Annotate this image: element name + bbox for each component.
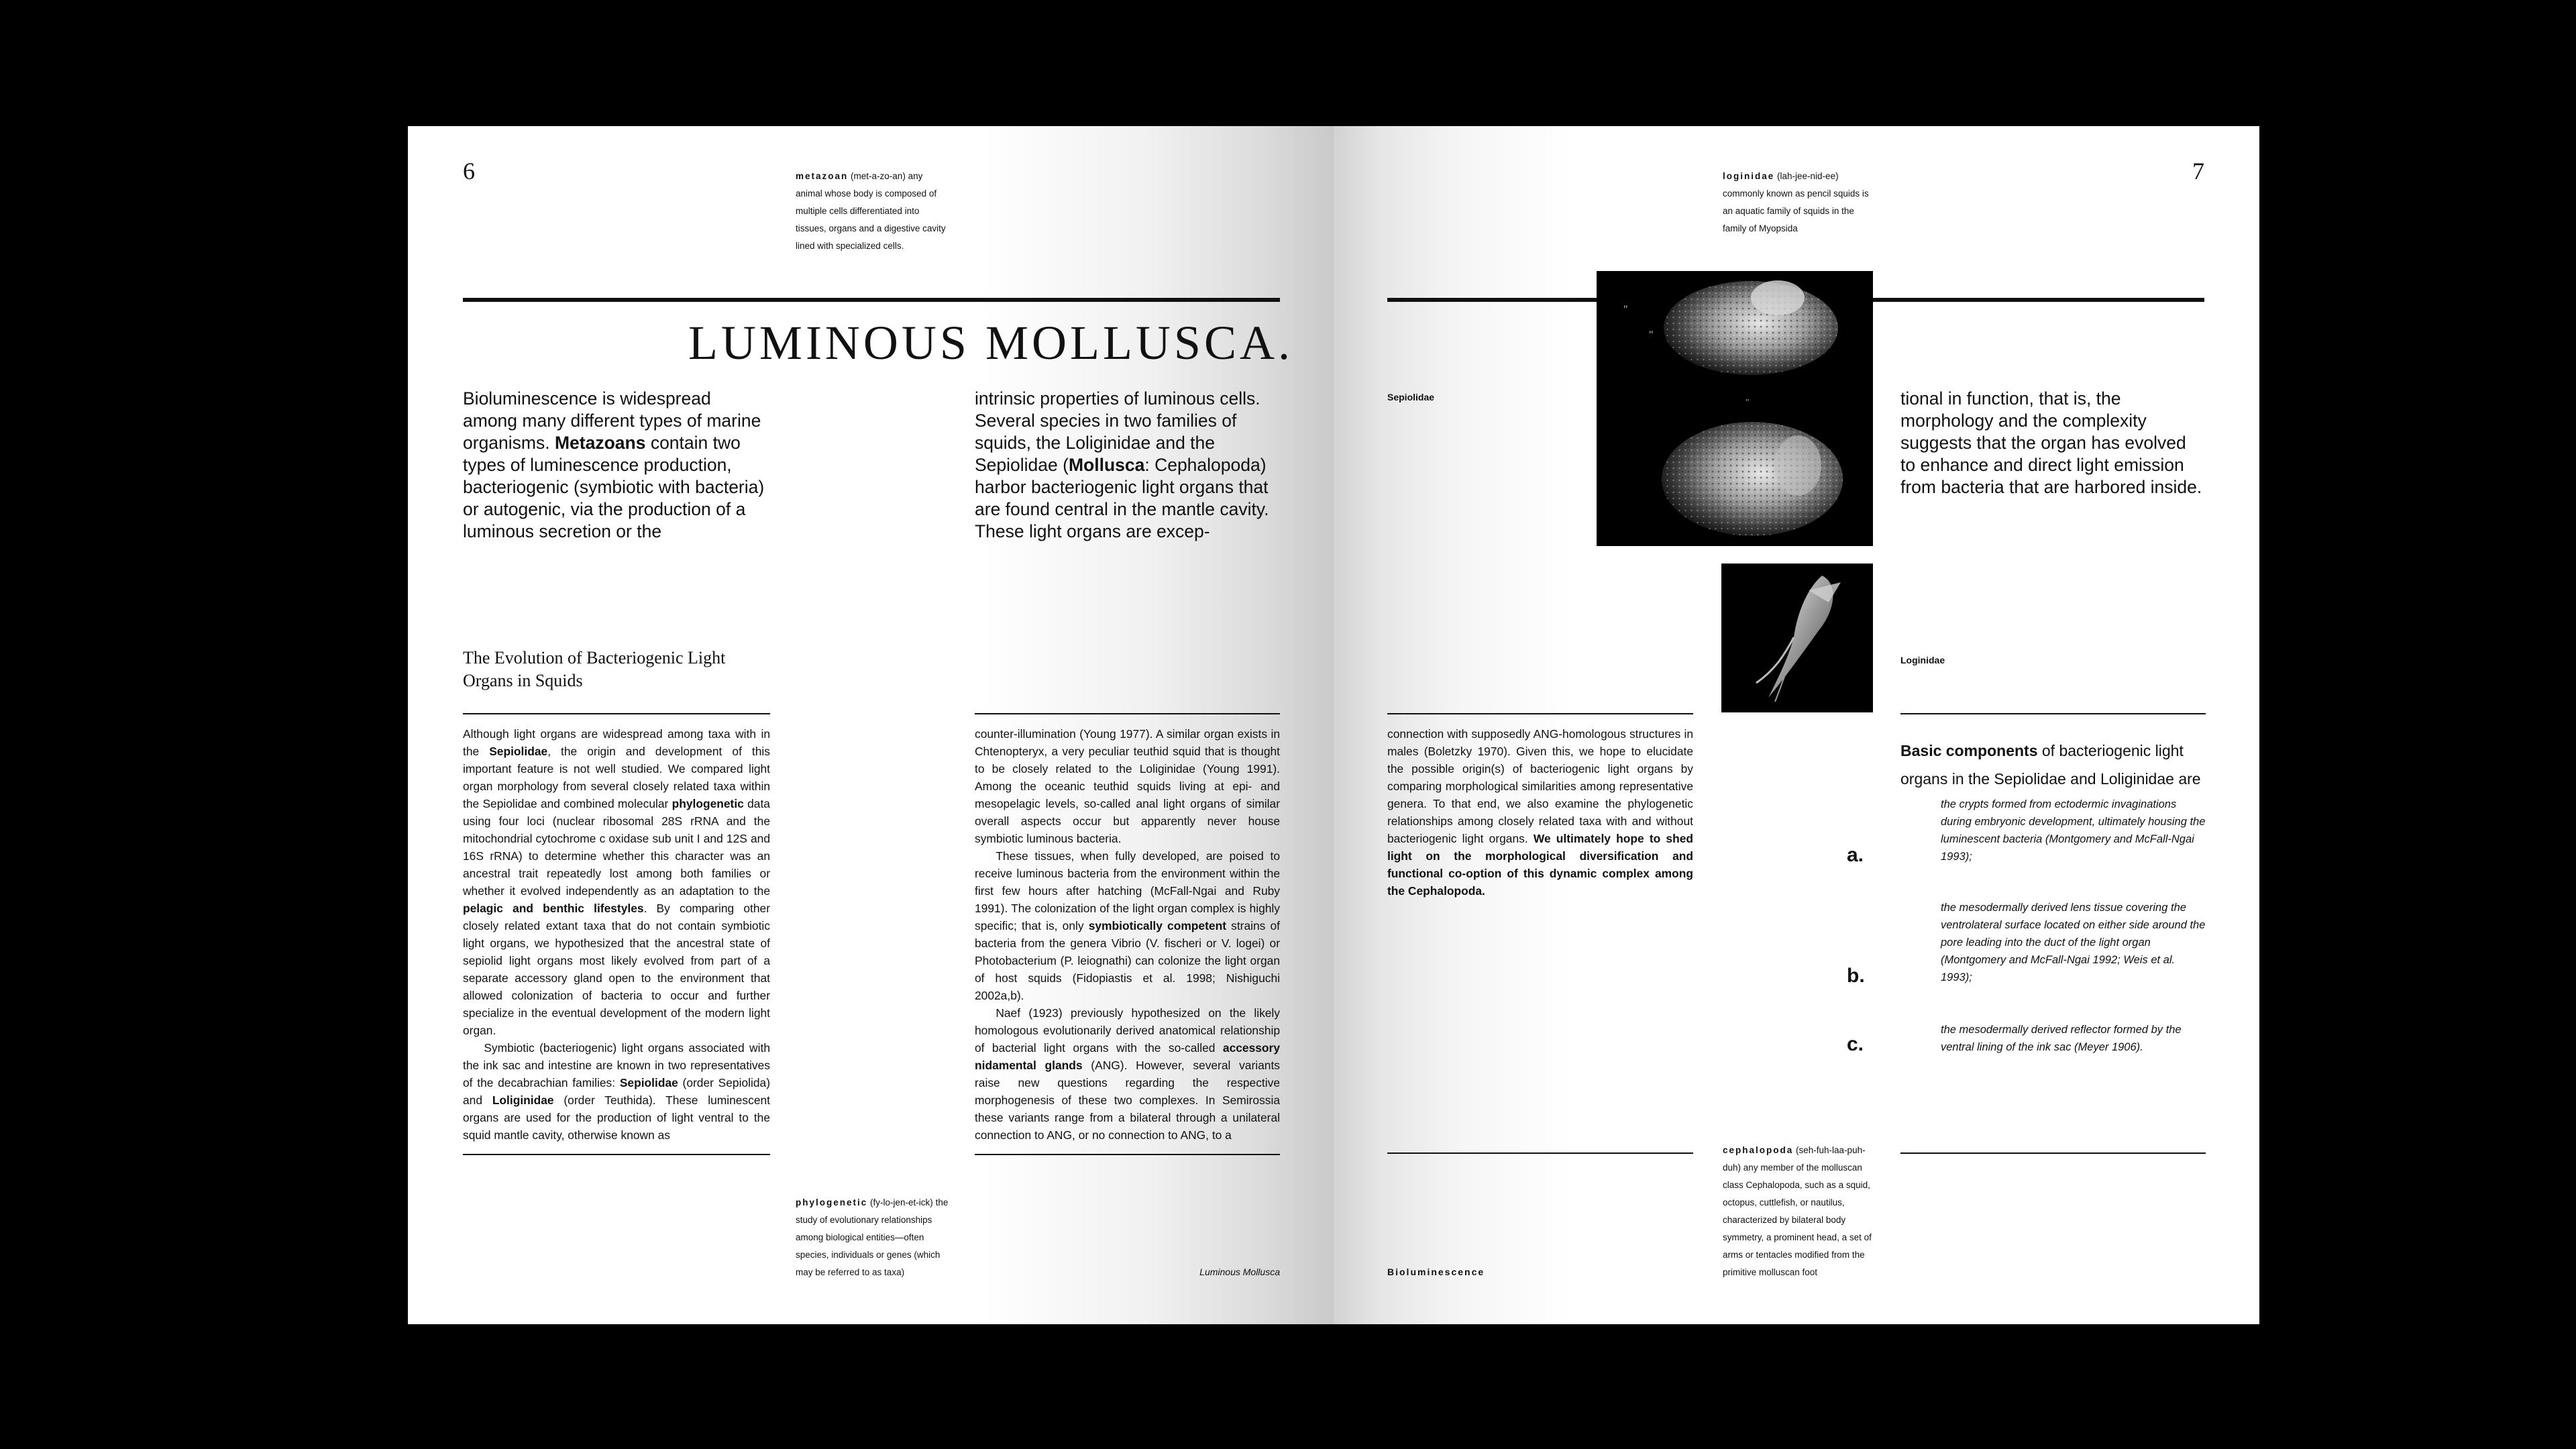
body-emphasis: Sepiolidae (619, 1076, 678, 1089)
intro-text: contain two types of luminescence production, bacteriogenic (symbiotic with bacteria) or autogenic, via the production of a luminous secretion or the (463, 433, 765, 541)
components-emphasis: Basic components (1900, 742, 2038, 759)
glossary-term: loginidae (1723, 171, 1775, 181)
pencil-squid-illustration (1721, 564, 1873, 712)
svg-text:": " (1623, 304, 1628, 315)
running-footer-left: Luminous Mollusca (1199, 1267, 1280, 1277)
body-emphasis: accessory nidamental glands (975, 1041, 1280, 1072)
column-top-rule (1387, 713, 1693, 714)
column-bottom-rule (1900, 1152, 2206, 1154)
intro-text: Bioluminescence is widespread among many different types of marine organisms. (463, 388, 761, 453)
right-page (1334, 126, 2259, 1324)
component-text-b: the mesodermally derived lens tissue covering the ventrolateral surface located on either side around the pore leading into the duct of the light organ (Montgomery and McFall-Ngai 1992; Weis et al. 1993); (1941, 902, 2206, 983)
body-emphasis: pelagic and benthic lifestyles (463, 902, 644, 915)
column-top-rule (463, 713, 770, 714)
body-emphasis: Loliginidae (492, 1093, 554, 1107)
title-rule (463, 298, 1280, 302)
svg-text:": " (1649, 329, 1654, 341)
glossary-definition: commonly known as pencil squids is an aquatic family of squids in the family of Myopsida (1723, 189, 1869, 233)
intro-text: intrinsic properties of luminous cells. Several species in two families of squids, the Loliginidae and the Sepiolidae ( (975, 388, 1260, 475)
body-text: connection with supposedly ANG-homologous structures in males (Boletzky 1970). Given this, we hope to elucidate the possible origin(s) of bacteriogenic light organs by comparing morphological similarities among representative genera. To that end, we also examine the phylogenetic relationships among closely related taxa with and without bacteriogenic light organs. (1387, 727, 1693, 845)
body-text: (ANG). However, several variants raise new questions regarding the respective morphogenesis of these two complexes. In Semirossia these variants range from a bilateral through a unilateral connection to ANG, or no connection to ANG, to a (975, 1059, 1280, 1142)
column-top-rule (1900, 713, 2206, 714)
running-footer-right: Bioluminescence (1387, 1267, 1485, 1277)
caption-sepiolidae: Sepiolidae (1387, 392, 1435, 402)
component-letter-a: a. (1847, 844, 1864, 866)
glossary-definition: the study of evolutionary relationships among biological entities—often species, individuals or genes (which may be referred to as taxa) (796, 1197, 949, 1277)
body-text: (order Teuthida). These luminescent organs are used for the production of light ventral to the squid mantle cavity, otherwise known as (463, 1093, 770, 1142)
body-text: These tissues, when fully developed, are poised to receive luminous bacteria from the environment within the first few hours after hatching (McFall-Ngai and Ruby 1991). The colonization of the light organ complex is highly specific; that is, only (975, 849, 1280, 932)
sepiolidae-photo (1597, 271, 1873, 546)
column-bottom-rule (975, 1154, 1280, 1155)
intro-column-2 (975, 388, 1280, 543)
body-emphasis: symbiotically competent (1088, 919, 1226, 932)
page-number-left: 6 (463, 158, 475, 184)
component-text-a: the crypts formed from ectodermic invaginations during embryonic development, ultimately housing the luminescent bacteria (Montgomery and McFall-Ngai 1993); (1941, 798, 2206, 863)
component-letter-c: c. (1847, 1033, 1864, 1055)
squid-illustration (1597, 271, 1873, 546)
glossary-pronunciation: (fy-lo-jen-et-ick) (870, 1197, 933, 1208)
glossary-cephalopoda (1723, 1142, 1878, 1281)
intro-column-1 (463, 388, 770, 543)
paragraph (463, 1039, 770, 1144)
glossary-pronunciation: (met-a-zo-an) (851, 171, 906, 181)
body-emphasis: Sepiolidae (489, 745, 548, 758)
glossary-term: phylogenetic (796, 1197, 868, 1208)
loginidae-photo (1721, 564, 1873, 712)
intro-emphasis: Metazoans (554, 433, 646, 453)
body-emphasis: phylogenetic (672, 797, 744, 810)
glossary-metazoan (796, 168, 951, 255)
body-text: (order Sepiolida) and (463, 1076, 770, 1107)
body-column-1 (1387, 725, 1693, 900)
component-letter-b: b. (1847, 965, 1865, 987)
body-text: Naef (1923) previously hypothesized on the likely homologous evolutionarily derived anatomical relationship of bacterial light organs with the so-called (975, 1006, 1280, 1055)
column-top-rule (975, 713, 1280, 714)
intro-column: tional in function, that is, the morphology and the complexity suggests that the organ has evolved to enhance and direct light emission from bacteria that are harbored inside. (1900, 388, 2202, 497)
section-subheading: The Evolution of Bacteriogenic Light Organs in Squids (463, 648, 726, 690)
left-page (408, 126, 1334, 1324)
glossary-term: metazoan (796, 171, 849, 181)
body-text: . By comparing other closely related extant taxa that do not contain symbiotic light organs, we hypothesized that the ancestral state of sepiolid light organs most likely evolved from part of a separate accessory gland open to the environment that allowed colonization of bacteria to occur and further specialize in the eventual development of the modern light organ. (463, 902, 770, 1037)
body-text: , the origin and development of this important feature is not well studied. We compared light organ morphology from several closely related taxa within the Sepiolidae and combined molecular (463, 745, 770, 810)
page-number-right: 7 (2192, 158, 2204, 184)
glossary-pronunciation: (seh-fuh-laa-puh-duh) (1723, 1145, 1866, 1173)
glossary-definition: any member of the molluscan class Cephalopoda, such as a squid, octopus, cuttlefish, or nautilus, characterized by bilateral body symmetry, a prominent head, a set of arms or tentacles modified from the primitive molluscan foot (1723, 1163, 1872, 1277)
glossary-phylogenetic (796, 1194, 951, 1281)
body-text: strains of bacteria from the genera Vibrio (V. fischeri or V. logei) or Photobacterium (P. leiognathi) can colonize the light organ of host squids (Fidopiastis et al. 1998; Nishiguchi 2002a,b). (975, 919, 1281, 1002)
column-bottom-rule (463, 1154, 770, 1155)
component-text-c: the mesodermally derived reflector formed by the ventral lining of the ink sac (Meyer 1906). (1941, 1024, 2182, 1053)
glossary-loginidae (1723, 168, 1878, 237)
body-column-2 (975, 725, 1280, 1144)
components-heading (1900, 737, 2206, 793)
svg-text:": " (1746, 398, 1750, 408)
glossary-pronunciation: (lah-jee-nid-ee) (1777, 171, 1839, 181)
intro-emphasis: Mollusca (1068, 455, 1145, 475)
column-bottom-rule (1387, 1152, 1693, 1154)
body-column-1 (463, 725, 770, 1144)
paragraph: counter-illumination (Young 1977). A similar organ exists in Chtenopteryx, a very peculiar teuthid squid that is thought to be closely related to the Loliginidae (Young 1991). Among the oceanic teuthid squids living at epi- and mesopelagic levels, so-called anal light organs of similar overall aspects occur but apparently never house symbiotic luminous bacteria. (975, 727, 1280, 845)
glossary-definition: any animal whose body is composed of multiple cells differentiated into tissues, organs and a digestive cavity lined with specialized cells. (796, 171, 946, 251)
paragraph (975, 1004, 1280, 1144)
paragraph (463, 725, 770, 1039)
body-text: Symbiotic (bacteriogenic) light organs associated with the ink sac and intestine are known in two representatives of the decabrachian families: (463, 1041, 770, 1089)
body-text: Although light organs are widespread among taxa with in the (463, 727, 770, 758)
paragraph (975, 847, 1280, 1004)
page-title: LUMINOUS MOLLUSCA. (688, 316, 1293, 370)
body-text: data using four loci (nuclear ribosomal 28S rRNA and the mitochondrial cytochrome c oxidase sub unit I and 12S and 16S rRNA) to determine whether this character was an ancestral trait repeatedly lost among both families or whether it evolved independently as an adaptation to the (463, 797, 770, 898)
glossary-term: cephalopoda (1723, 1145, 1794, 1155)
components-text: of bacteriogenic light organs in the Sepiolidae and Loliginidae are (1900, 742, 2201, 788)
body-emphasis: We ultimately hope to shed light on the morphological diversification and functional co-option of this dynamic complex among the Cephalopoda. (1387, 832, 1693, 898)
caption-loginidae: Loginidae (1900, 655, 1945, 665)
intro-text: : Cephalopoda) harbor bacteriogenic light organs that are found central in the mantle cavity. These light organs are excep- (975, 455, 1269, 541)
